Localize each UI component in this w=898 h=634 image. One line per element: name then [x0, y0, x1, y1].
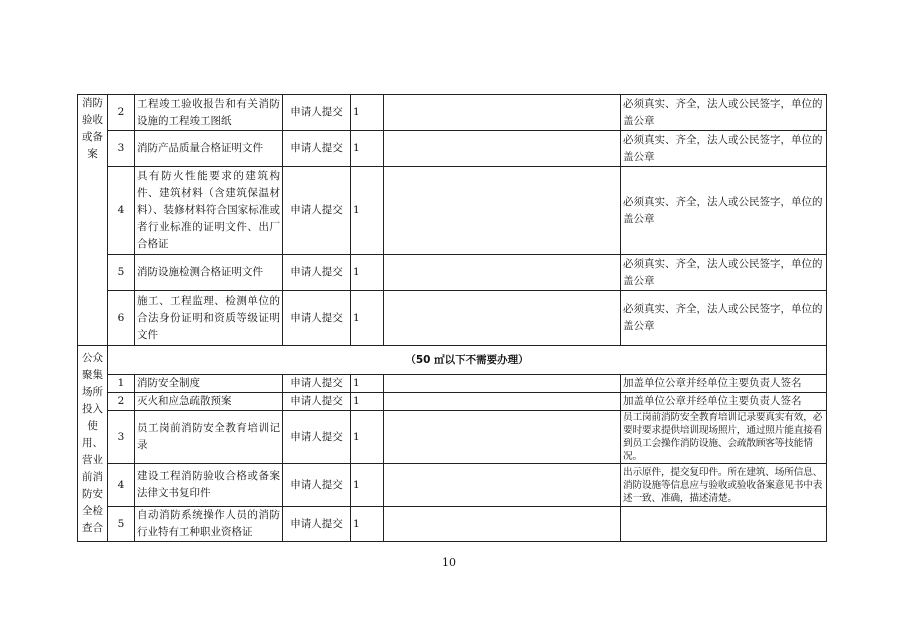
table-row — [78, 464, 827, 507]
remark-cell — [384, 507, 621, 542]
copies-count: 1 — [351, 291, 384, 346]
requirement-cell: 加盖单位公章并经单位主要负责人签名 — [621, 393, 827, 411]
submitter: 申请人提交 — [283, 464, 351, 507]
category-cell: 消防验收或备案 — [78, 95, 108, 346]
material-name: 员工岗前消防安全教育培训记录 — [135, 411, 283, 464]
submitter: 申请人提交 — [283, 375, 351, 393]
table-row — [78, 131, 827, 167]
material-name: 消防安全制度 — [135, 375, 283, 393]
copies-count: 1 — [351, 507, 384, 542]
submitter: 申请人提交 — [283, 411, 351, 464]
row-number: 4 — [108, 464, 135, 507]
table-row — [78, 375, 827, 393]
submitter: 申请人提交 — [283, 167, 351, 255]
remark-cell — [384, 375, 621, 393]
category-cell: 公众聚集场所投入使用、营业前消防安全检查合 — [78, 346, 108, 542]
table-row — [78, 411, 827, 464]
row-number: 2 — [108, 393, 135, 411]
requirement-cell: 必须真实、齐全，法人或公民签字，单位的盖公章 — [621, 95, 827, 131]
banner-note: （50 ㎡以下不需要办理） — [108, 346, 827, 375]
requirement-cell: 必须真实、齐全，法人或公民签字，单位的盖公章 — [621, 131, 827, 167]
material-name: 灭火和应急疏散预案 — [135, 393, 283, 411]
submitter: 申请人提交 — [283, 95, 351, 131]
material-name: 自动消防系统操作人员的消防行业特有工种职业资格证 — [135, 507, 283, 542]
table-row — [78, 167, 827, 255]
row-number: 5 — [108, 255, 135, 291]
copies-count: 1 — [351, 131, 384, 167]
remark-cell — [384, 393, 621, 411]
page-number: 10 — [442, 556, 456, 569]
table-row — [78, 255, 827, 291]
material-name: 施工、工程监理、检测单位的合法身份证明和资质等级证明文件 — [135, 291, 283, 346]
remark-cell — [384, 95, 621, 131]
remark-cell — [384, 464, 621, 507]
copies-count: 1 — [351, 375, 384, 393]
submitter: 申请人提交 — [283, 291, 351, 346]
materials-table — [77, 94, 827, 542]
requirement-cell — [621, 507, 827, 542]
row-number: 3 — [108, 411, 135, 464]
material-name: 消防产品质量合格证明文件 — [135, 131, 283, 167]
copies-count: 1 — [351, 167, 384, 255]
submitter: 申请人提交 — [283, 255, 351, 291]
copies-count: 1 — [351, 255, 384, 291]
material-name: 消防设施检测合格证明文件 — [135, 255, 283, 291]
table-row — [78, 95, 827, 131]
remark-cell — [384, 167, 621, 255]
requirement-cell: 出示原件，提交复印件。所在建筑、场所信息、消防设施等信息应与验收或验收备案意见书中表述一致、准确，描述清楚。 — [621, 464, 827, 507]
row-number: 1 — [108, 375, 135, 393]
submitter: 申请人提交 — [283, 507, 351, 542]
material-name: 具有防火性能要求的建筑构件、建筑材料（含建筑保温材料）、装修材料符合国家标准或者行业标准的证明文件、出厂合格证 — [135, 167, 283, 255]
requirement-cell: 必须真实、齐全，法人或公民签字，单位的盖公章 — [621, 255, 827, 291]
row-number: 4 — [108, 167, 135, 255]
requirement-cell: 加盖单位公章并经单位主要负责人签名 — [621, 375, 827, 393]
submitter: 申请人提交 — [283, 393, 351, 411]
remark-cell — [384, 291, 621, 346]
material-name: 工程竣工验收报告和有关消防设施的工程竣工图纸 — [135, 95, 283, 131]
copies-count: 1 — [351, 464, 384, 507]
remark-cell — [384, 255, 621, 291]
row-number: 6 — [108, 291, 135, 346]
table-row — [78, 507, 827, 542]
submitter: 申请人提交 — [283, 131, 351, 167]
remark-cell — [384, 411, 621, 464]
requirement-cell: 必须真实、齐全，法人或公民签字，单位的盖公章 — [621, 167, 827, 255]
banner-row — [78, 346, 827, 375]
remark-cell — [384, 131, 621, 167]
row-number: 5 — [108, 507, 135, 542]
row-number: 3 — [108, 131, 135, 167]
table-row — [78, 393, 827, 411]
material-name: 建设工程消防验收合格或备案法律文书复印件 — [135, 464, 283, 507]
table-row — [78, 291, 827, 346]
copies-count: 1 — [351, 95, 384, 131]
copies-count: 1 — [351, 411, 384, 464]
requirement-cell: 必须真实、齐全，法人或公民签字，单位的盖公章 — [621, 291, 827, 346]
requirement-cell: 员工岗前消防安全教育培训记录要真实有效，必要时要求提供培训现场照片，通过照片能直接看到员工会操作消防设施、会疏散顾客等技能情况。 — [621, 411, 827, 464]
row-number: 2 — [108, 95, 135, 131]
copies-count: 1 — [351, 393, 384, 411]
